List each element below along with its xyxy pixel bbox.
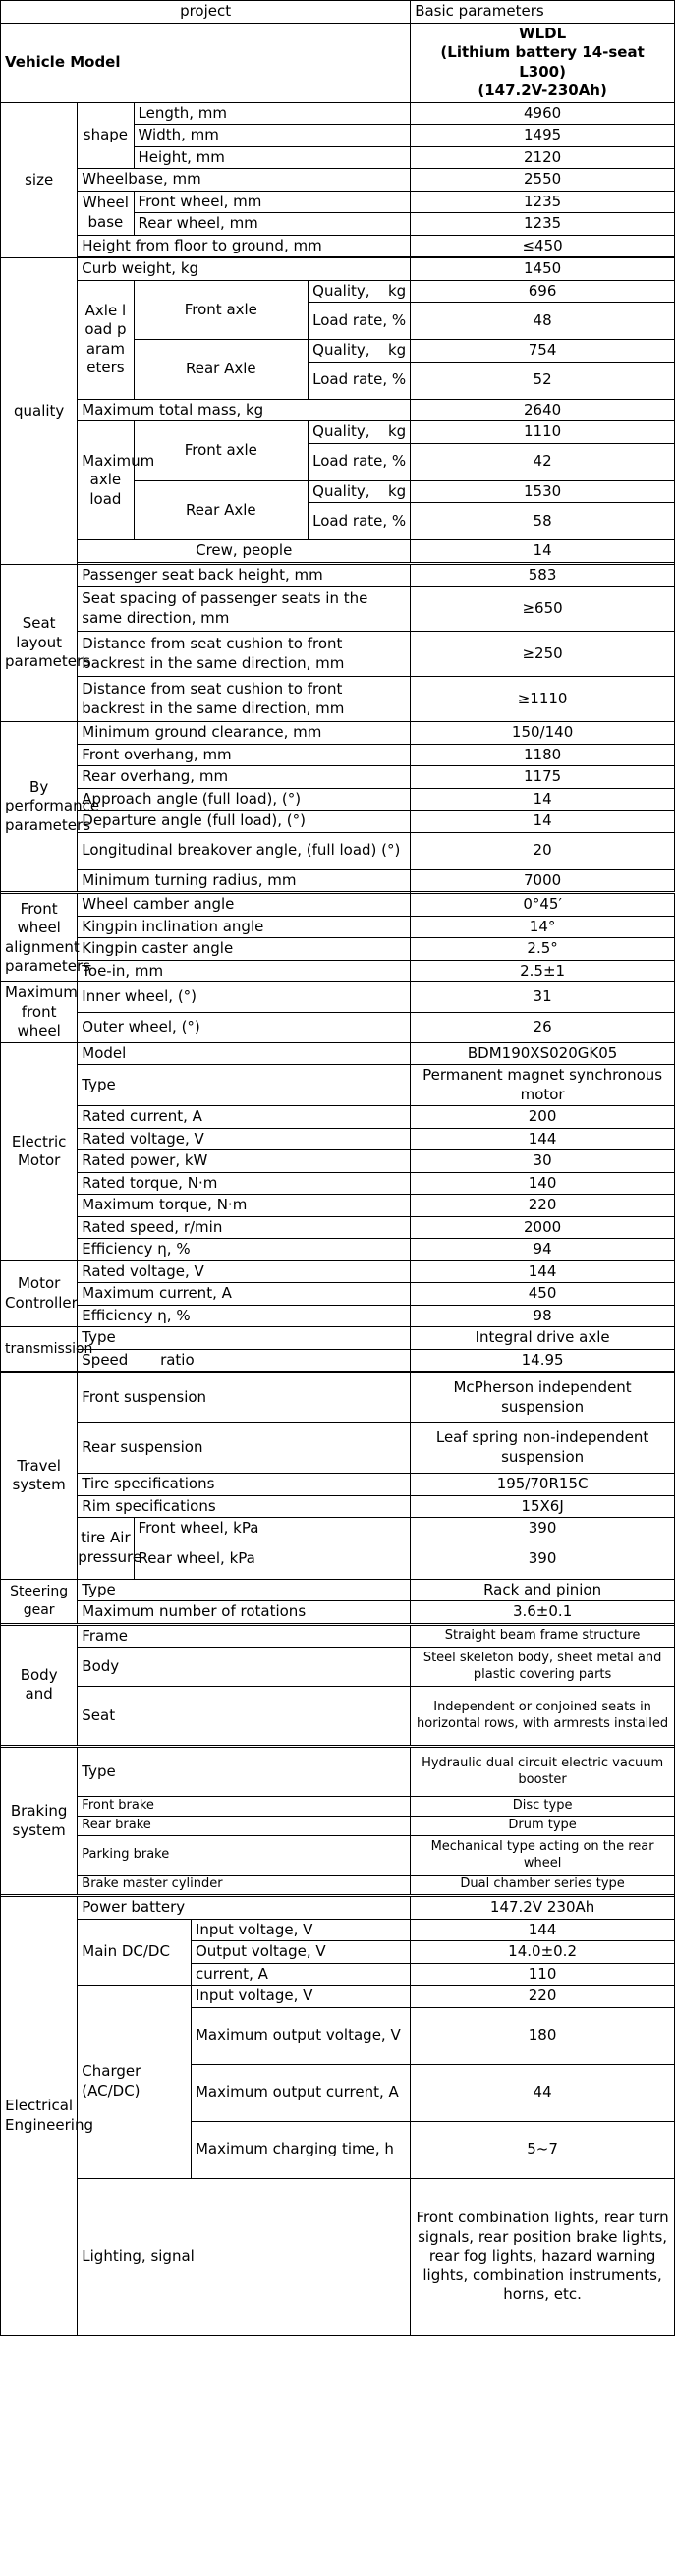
camber-label: Wheel camber angle [78,894,411,917]
ma-rear-quality-label: Quality, kg [309,480,411,503]
shape-label: shape [78,102,134,169]
motor-efficiency-label: Efficiency η, % [78,1239,411,1261]
rear-brake-value: Drum type [411,1817,675,1836]
seat-row-value: Independent or conjoined seats in horizontal rows, with armrests installed [411,1687,675,1746]
speed-ratio-label: Speed ratio [78,1349,411,1372]
caster-label: Kingpin caster angle [78,938,411,961]
charger-current-label: Maximum output current, A [191,2064,410,2121]
charger-input-value: 220 [411,1986,675,2008]
length-value: 4960 [411,102,675,125]
motor-speed-value: 2000 [411,1216,675,1239]
vehicle-model-label: Vehicle Model [1,23,411,102]
al-front-rate-value: 48 [411,303,675,340]
power-battery-label: Power battery [78,1897,411,1920]
vehicle-model-value: WLDL (Lithium battery 14-seat L300) (147.2V-230Ah) [411,23,675,102]
al-rear-rate-label: Load rate, % [309,362,411,399]
charger-current-value: 44 [411,2064,675,2121]
seat-layout-label: Seat layout parameters [1,564,78,722]
rim-spec-label: Rim specifications [78,1495,411,1518]
motor-torque-value: 140 [411,1172,675,1195]
inner-wheel-label: Inner wheel, (°) [78,982,411,1013]
body-label: Body and [1,1625,78,1746]
seat-distance-2-label: Distance from seat cushion to front backrest in the same direction, mm [78,677,411,722]
front-brake-value: Disc type [411,1797,675,1817]
quality-label: quality [1,258,78,565]
outer-wheel-label: Outer wheel, (°) [78,1012,411,1042]
rear-overhang-label: Rear overhang, mm [78,766,411,789]
performance-label: By performance parameters [1,722,78,892]
ground-clearance-value: 150/140 [411,722,675,745]
rear-wheel-label: Rear wheel, mm [134,213,411,236]
dcdc-label: Main DC/DC [78,1919,192,1986]
rear-pressure-value: 390 [411,1540,675,1579]
kingpin-inclination-value: 14° [411,916,675,938]
seat-distance-2-value: ≥1110 [411,677,675,722]
seat-back-height-label: Passenger seat back height, mm [78,564,411,587]
controller-efficiency-value: 98 [411,1305,675,1327]
motor-torque-label: Rated torque, N·m [78,1172,411,1195]
rear-suspension-label: Rear suspension [78,1423,411,1474]
motor-power-value: 30 [411,1150,675,1173]
seat-back-height-value: 583 [411,564,675,587]
axle-load-label: Axle load parameters [78,280,134,399]
charger-time-value: 5~7 [411,2121,675,2178]
approach-angle-value: 14 [411,788,675,811]
ma-rear-rate-label: Load rate, % [309,503,411,540]
motor-controller-label: Motor Controller [1,1260,78,1327]
tire-spec-value: 195/70R15C [411,1474,675,1496]
front-suspension-label: Front suspension [78,1373,411,1423]
toe-in-value: 2.5±1 [411,960,675,982]
floor-height-value: ≤450 [411,235,675,257]
rear-overhang-value: 1175 [411,766,675,789]
max-total-mass-value: 2640 [411,399,675,421]
seat-distance-1-value: ≥250 [411,632,675,677]
curb-weight-label: Curb weight, kg [78,258,411,281]
ma-rear-quality-value: 1530 [411,480,675,503]
motor-max-torque-label: Maximum torque, N·m [78,1195,411,1217]
steering-rotations-label: Maximum number of rotations [78,1601,411,1624]
max-axle-load-label: Maximum axle load [78,421,134,540]
toe-in-label: Toe-in, mm [78,960,411,982]
crew-label: Crew, people [78,540,411,563]
dcdc-input-value: 144 [411,1919,675,1941]
front-suspension-value: McPherson independent suspension [411,1373,675,1423]
controller-efficiency-label: Efficiency η, % [78,1305,411,1327]
steering-type-label: Type [78,1579,411,1601]
header-project: project [1,1,411,24]
steering-type-value: Rack and pinion [411,1579,675,1601]
al-rear-axle-label: Rear Axle [134,340,309,400]
charger-output-label: Maximum output voltage, V [191,2007,410,2064]
width-value: 1495 [411,125,675,147]
ma-front-rate-value: 42 [411,443,675,480]
front-pressure-label: Front wheel, kPa [134,1518,411,1540]
ma-front-axle-label: Front axle [134,421,309,481]
motor-power-label: Rated power, kW [78,1150,411,1173]
curb-weight-value: 1450 [411,258,675,281]
controller-current-value: 450 [411,1283,675,1306]
seat-spacing-value: ≥650 [411,587,675,632]
crew-value: 14 [411,540,675,563]
kingpin-inclination-label: Kingpin inclination angle [78,916,411,938]
rear-pressure-label: Rear wheel, kPa [134,1540,411,1579]
transmission-label: transmission [1,1327,78,1372]
height-label: Height, mm [134,146,411,169]
caster-value: 2.5° [411,938,675,961]
motor-model-value: BDM190XS020GK05 [411,1042,675,1065]
frame-value: Straight beam frame structure [411,1625,675,1648]
transmission-type-label: Type [78,1327,411,1350]
approach-angle-label: Approach angle (full load), (°) [78,788,411,811]
motor-type-value: Permanent magnet synchronous motor [411,1065,675,1106]
body-row-label: Body [78,1648,411,1687]
max-total-mass-label: Maximum total mass, kg [78,399,411,421]
dcdc-output-value: 14.0±0.2 [411,1941,675,1964]
al-front-axle-label: Front axle [134,280,309,340]
al-front-quality-value: 696 [411,280,675,303]
motor-type-label: Type [78,1065,411,1106]
motor-model-label: Model [78,1042,411,1065]
dcdc-current-value: 110 [411,1963,675,1986]
dcdc-current-label: current, A [191,1963,410,1986]
alignment-label: Front wheel alignment parameters [1,894,78,982]
breakover-angle-value: 20 [411,832,675,869]
turning-radius-label: Minimum turning radius, mm [78,869,411,892]
rear-brake-label: Rear brake [78,1817,411,1836]
al-front-quality-label: Quality, kg [309,280,411,303]
controller-current-label: Maximum current, A [78,1283,411,1306]
body-row-value: Steel skeleton body, sheet metal and plastic covering parts [411,1648,675,1687]
motor-efficiency-value: 94 [411,1239,675,1261]
ground-clearance-label: Minimum ground clearance, mm [78,722,411,745]
motor-current-value: 200 [411,1106,675,1129]
power-battery-value: 147.2V 230Ah [411,1897,675,1920]
front-brake-label: Front brake [78,1797,411,1817]
brake-type-value: Hydraulic dual circuit electric vacuum booster [411,1748,675,1797]
ma-front-quality-label: Quality, kg [309,421,411,444]
al-rear-quality-value: 754 [411,340,675,363]
lighting-value: Front combination lights, rear turn signals, rear position brake lights, rear fog lights, hazard warning lights, combination instruments, horns, etc. [411,2178,675,2335]
rear-suspension-value: Leaf spring non-independent suspension [411,1423,675,1474]
parking-brake-value: Mechanical type acting on the rear wheel [411,1836,675,1876]
parking-brake-label: Parking brake [78,1836,411,1876]
motor-voltage-value: 144 [411,1128,675,1150]
dcdc-output-label: Output voltage, V [191,1941,410,1964]
travel-system-label: Travel system [1,1373,78,1580]
front-wheel-value: 1235 [411,191,675,213]
al-rear-rate-value: 52 [411,362,675,399]
rim-spec-value: 15X6J [411,1495,675,1518]
motor-current-label: Rated current, A [78,1106,411,1129]
charger-label: Charger (AC/DC) [78,1986,192,2179]
departure-angle-label: Departure angle (full load), (°) [78,811,411,833]
dcdc-input-label: Input voltage, V [191,1919,410,1941]
wheelbase-value: 2550 [411,169,675,192]
ma-front-rate-label: Load rate, % [309,443,411,480]
braking-system-label: Braking system [1,1748,78,1895]
breakover-angle-label: Longitudinal breakover angle, (full load) (°) [78,832,411,869]
seat-row-label: Seat [78,1687,411,1746]
height-value: 2120 [411,146,675,169]
front-wheel-label: Front wheel, mm [134,191,411,213]
max-front-wheel-label: Maximum front wheel [1,982,78,1043]
motor-max-torque-value: 220 [411,1195,675,1217]
controller-voltage-label: Rated voltage, V [78,1260,411,1283]
rear-wheel-value: 1235 [411,213,675,236]
speed-ratio-value: 14.95 [411,1349,675,1372]
inner-wheel-value: 31 [411,982,675,1013]
tire-spec-label: Tire specifications [78,1474,411,1496]
ma-rear-rate-value: 58 [411,503,675,540]
motor-speed-label: Rated speed, r/min [78,1216,411,1239]
seat-distance-1-label: Distance from seat cushion to front backrest in the same direction, mm [78,632,411,677]
length-label: Length, mm [134,102,411,125]
track-label: Wheelbase [78,191,134,235]
tire-pressure-label: tire Air pressure [78,1518,134,1580]
ma-rear-axle-label: Rear Axle [134,480,309,540]
al-rear-quality-label: Quality, kg [309,340,411,363]
charger-output-value: 180 [411,2007,675,2064]
transmission-type-value: Integral drive axle [411,1327,675,1350]
frame-label: Frame [78,1625,411,1648]
outer-wheel-value: 26 [411,1012,675,1042]
charger-time-label: Maximum charging time, h [191,2121,410,2178]
wheelbase-label: Wheelbase, mm [78,169,411,192]
master-cylinder-value: Dual chamber series type [411,1876,675,1895]
ma-front-quality-value: 1110 [411,421,675,444]
turning-radius-value: 7000 [411,869,675,892]
camber-value: 0°45′ [411,894,675,917]
electrical-label: Electrical Engineering [1,1897,78,2336]
steering-gear-label: Steering gear [1,1579,78,1623]
front-overhang-label: Front overhang, mm [78,744,411,766]
lighting-label: Lighting, signal [78,2178,411,2335]
brake-type-label: Type [78,1748,411,1797]
charger-input-label: Input voltage, V [191,1986,410,2008]
front-pressure-value: 390 [411,1518,675,1540]
departure-angle-value: 14 [411,811,675,833]
width-label: Width, mm [134,125,411,147]
master-cylinder-label: Brake master cylinder [78,1876,411,1895]
steering-rotations-value: 3.6±0.1 [411,1601,675,1624]
motor-voltage-label: Rated voltage, V [78,1128,411,1150]
floor-height-label: Height from floor to ground, mm [78,235,411,257]
front-overhang-value: 1180 [411,744,675,766]
al-front-rate-label: Load rate, % [309,303,411,340]
electric-motor-label: Electric Motor [1,1042,78,1260]
controller-voltage-value: 144 [411,1260,675,1283]
size-label: size [1,102,78,258]
seat-spacing-label: Seat spacing of passenger seats in the same direction, mm [78,587,411,632]
header-basic: Basic parameters [411,1,675,24]
